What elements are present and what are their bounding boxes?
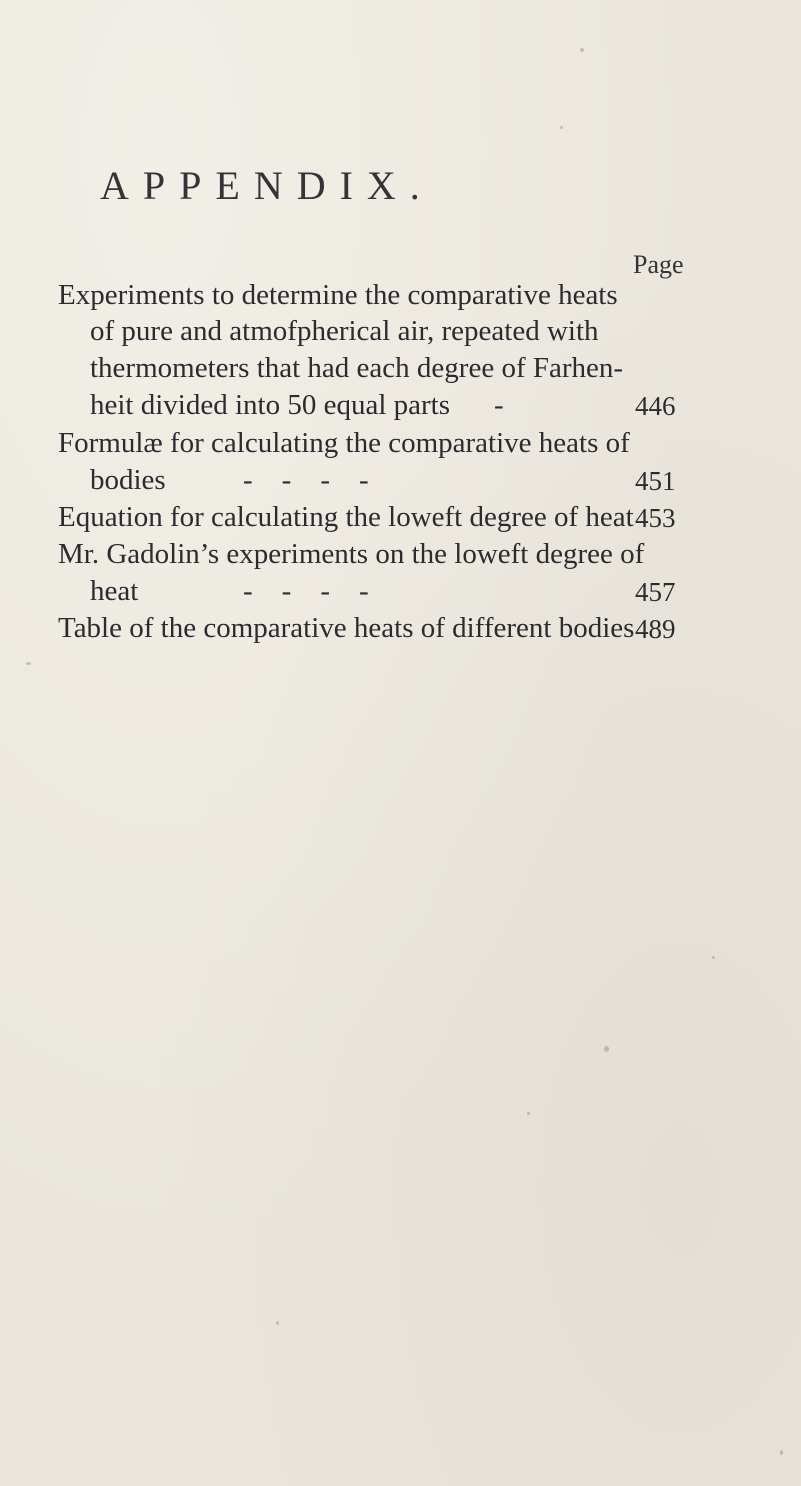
paper-spot xyxy=(780,1450,783,1455)
page-column-label: Page xyxy=(633,250,684,279)
paper-spot xyxy=(712,956,715,959)
entry-1-page-number: 446 xyxy=(635,391,676,421)
paper-spot xyxy=(580,48,584,52)
entry-5-line-1: Table of the comparative heats of different bodies xyxy=(58,612,635,644)
entry-4-line-1: Mr. Gadolin’s experiments on the loweft degree of xyxy=(58,538,645,570)
entry-4-leader: - - - - xyxy=(243,575,369,607)
entry-1-leader: - xyxy=(494,389,504,421)
entry-1-line-1: Experiments to determine the comparative heats xyxy=(58,279,618,311)
entry-2-page-number: 451 xyxy=(635,466,676,496)
entry-4-line-2: heat xyxy=(90,575,139,607)
entry-4-page-number: 457 xyxy=(635,577,676,607)
entry-2-line-1: Formulæ for calculating the comparative heats of xyxy=(58,427,630,459)
paper-spot xyxy=(276,1321,279,1325)
paper-spot xyxy=(560,126,563,129)
page-heading: APPENDIX. xyxy=(100,163,434,208)
entry-1-line-3: thermometers that had each degree of Farhen- xyxy=(90,352,624,384)
entry-1-line-2: of pure and atmofpherical air, repeated with xyxy=(90,315,599,347)
entry-2-line-2: bodies xyxy=(90,464,166,496)
paper-spot xyxy=(604,1046,609,1052)
entry-1-line-4: heit divided into 50 equal parts xyxy=(90,389,451,421)
entry-2-leader: - - - - xyxy=(243,464,369,496)
paper-spot xyxy=(527,1112,530,1115)
paper-spot xyxy=(26,662,31,665)
entry-3-line-1: Equation for calculating the loweft degree of heat xyxy=(58,501,634,533)
entry-5-page-number: 489 xyxy=(635,614,676,644)
entry-3-page-number: 453 xyxy=(635,503,676,533)
